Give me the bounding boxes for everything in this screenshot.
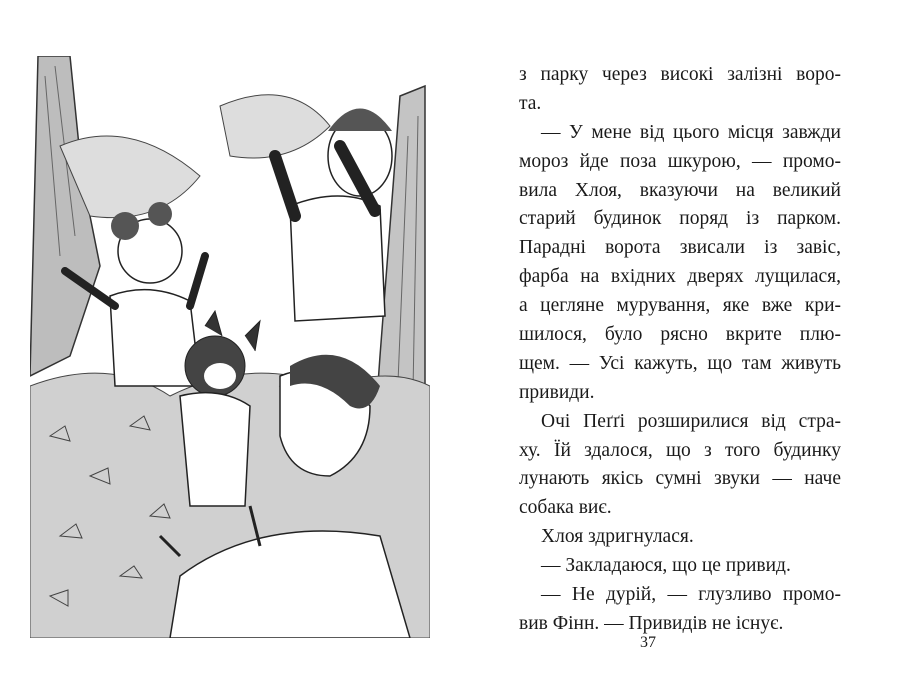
page-number: 37 xyxy=(640,634,656,651)
text-line: а цегляне мурування, яке вже кри- xyxy=(519,295,841,317)
text-line: та. xyxy=(519,92,542,114)
text-line: Очі Пеґґі розширилися від стра- xyxy=(541,410,841,432)
illustration-children-playing-in-leaves xyxy=(30,56,430,638)
text-line: мороз йде поза шкурою, — промо- xyxy=(519,150,841,172)
text-line: — Не дурій, — глузливо промо- xyxy=(541,584,841,606)
text-line: вив Фінн. — Привидів не існує. xyxy=(519,612,784,634)
text-line: — Закладаюся, що це привид. xyxy=(541,555,791,577)
text-line: Парадні ворота звисали із завіс, xyxy=(519,237,841,259)
text-line: собака виє. xyxy=(519,497,612,519)
text-line: щем. — Усі кажуть, що там живуть xyxy=(519,352,841,374)
text-line: — У мене від цього місця завжди xyxy=(541,121,841,143)
text-line: з парку через високі залізні воро- xyxy=(519,64,841,85)
text-line: шилося, було рясно вкрите плю- xyxy=(519,324,841,346)
text-line: старий будинок поряд із парком. xyxy=(519,208,841,230)
text-line: вила Хлоя, вказуючи на великий xyxy=(519,179,841,201)
text-line: Хлоя здригнулася. xyxy=(541,526,694,548)
text-line: лунають якісь сумні звуки — наче xyxy=(519,468,841,490)
body-text xyxy=(519,61,841,639)
text-line: фарба на вхідних дверях лущилася, xyxy=(519,266,841,288)
text-line: ху. Їй здалося, що з того будинку xyxy=(519,439,841,461)
text-line: привиди. xyxy=(519,381,595,403)
